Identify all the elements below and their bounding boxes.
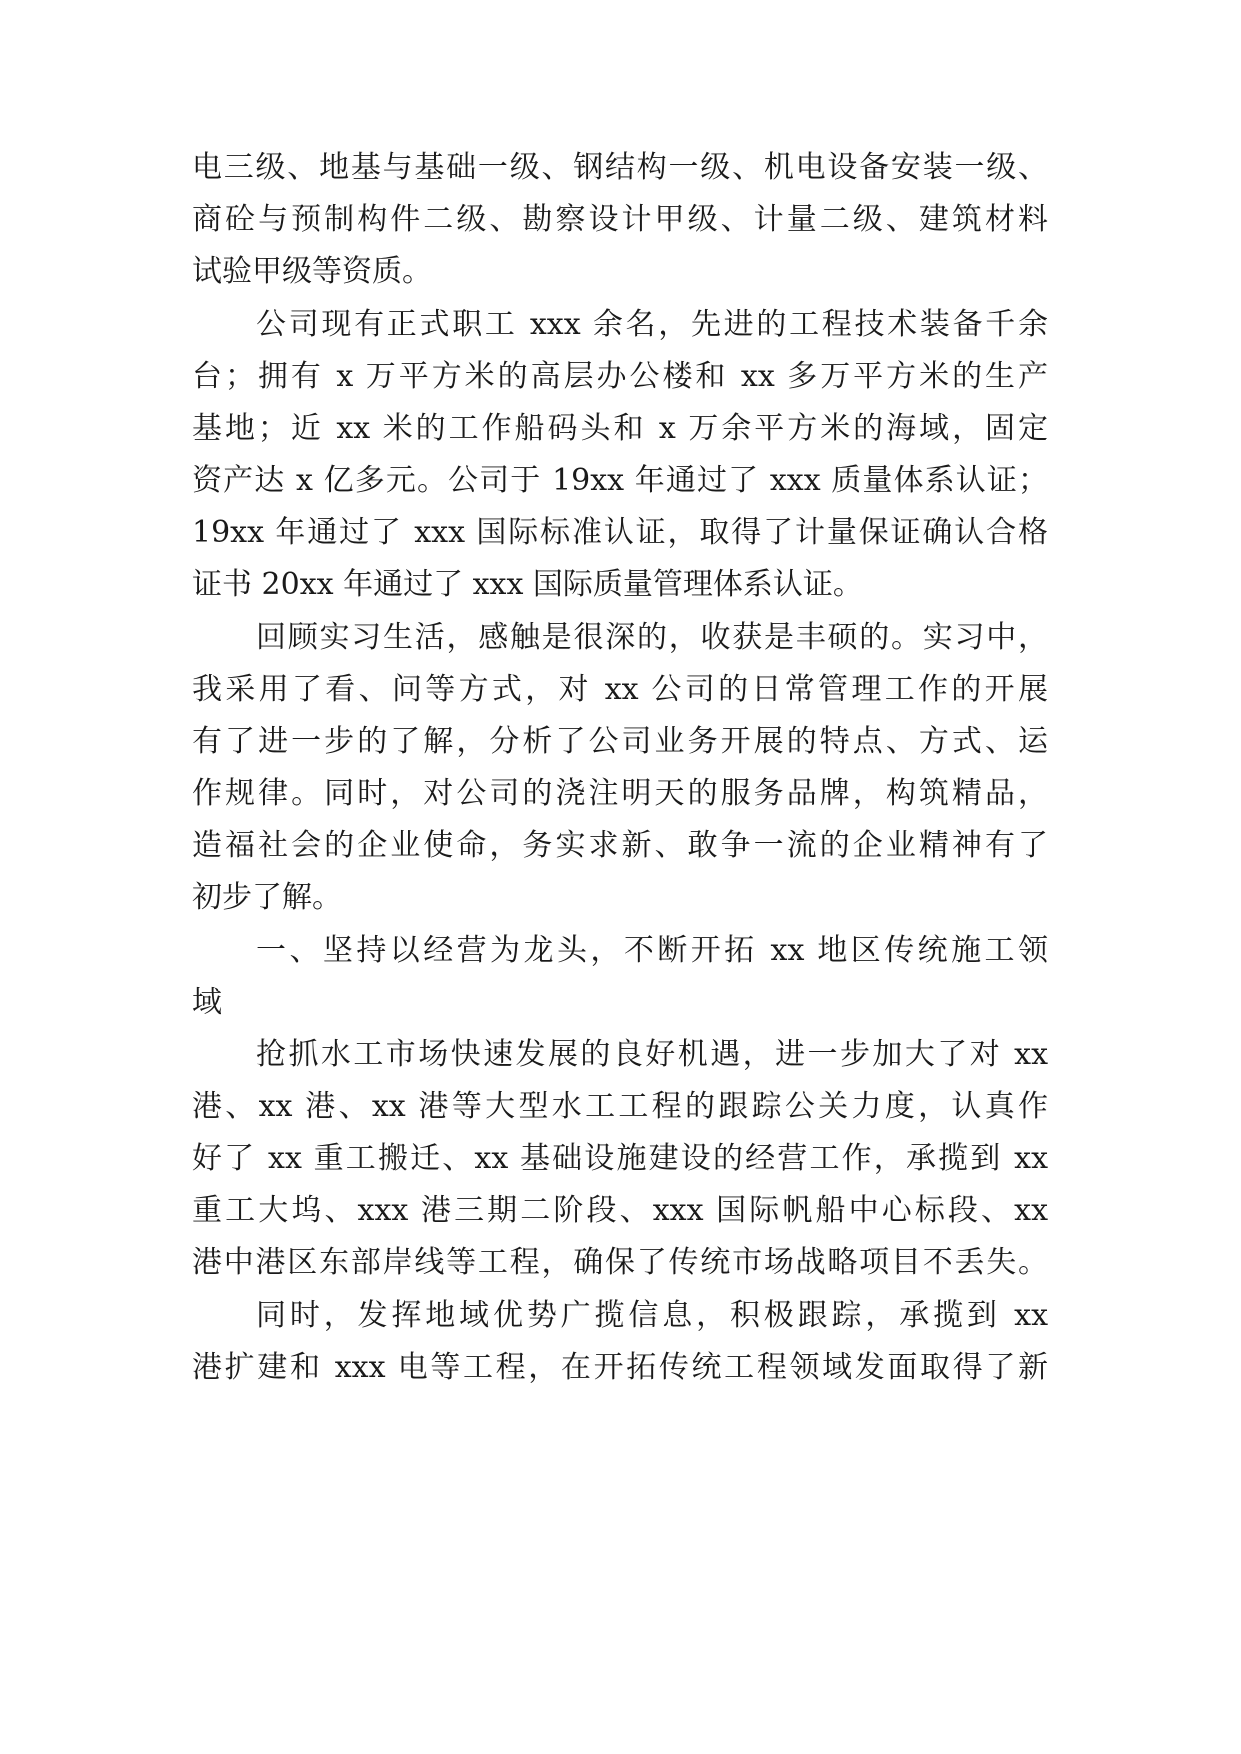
text-line: 初步了解。 [192,880,342,915]
text-line: 公司现有正式职工 xxx 余名，先进的工程技术装备千余 [256,307,1048,342]
text-line: 19xx 年通过了 xxx 国际标准认证，取得了计量保证确认合格 [192,515,1048,550]
text-line: 回顾实习生活，感触是很深的，收获是丰硕的。实习中， [256,620,1048,655]
text-line: 重工大坞、xxx 港三期二阶段、xxx 国际帆船中心标段、xx [192,1193,1048,1228]
text-line: 资产达 x 亿多元。公司于 19xx 年通过了 xxx 质量体系认证； [192,463,1048,498]
text-line: 台；拥有 x 万平方米的高层办公楼和 xx 多万平方米的生产 [192,359,1048,394]
text-line: 港中港区东部岸线等工程，确保了传统市场战略项目不丢失。 [192,1245,1048,1280]
text-line: 基地；近 xx 米的工作船码头和 x 万余平方米的海域，固定 [192,411,1048,446]
text-line: 港扩建和 xxx 电等工程，在开拓传统工程领域发面取得了新 [192,1350,1048,1385]
text-line: 抢抓水工市场快速发展的良好机遇，进一步加大了对 xx [256,1037,1048,1072]
section-heading: 一、坚持以经营为龙头，不断开拓 xx 地区传统施工领 [256,933,1048,968]
text-line: 电三级、地基与基础一级、钢结构一级、机电设备安装一级、 [192,150,1048,185]
text-line: 同时，发挥地域优势广揽信息，积极跟踪，承揽到 xx [256,1298,1048,1333]
text-line: 我采用了看、问等方式，对 xx 公司的日常管理工作的开展 [192,672,1048,707]
text-line: 作规律。同时，对公司的浇注明天的服务品牌，构筑精品， [192,776,1048,811]
text-line: 港、xx 港、xx 港等大型水工工程的跟踪公关力度，认真作 [192,1089,1048,1124]
text-line: 有了进一步的了解，分析了公司业务开展的特点、方式、运 [192,724,1048,759]
section-heading: 域 [192,985,222,1020]
text-line: 商砼与预制构件二级、勘察设计甲级、计量二级、建筑材料 [192,202,1048,237]
text-line: 试验甲级等资质。 [192,254,432,289]
text-line: 好了 xx 重工搬迁、xx 基础设施建设的经营工作，承揽到 xx [192,1141,1048,1176]
text-line: 造福社会的企业使命，务实求新、敢争一流的企业精神有了 [192,828,1048,863]
text-line: 证书 20xx 年通过了 xxx 国际质量管理体系认证。 [192,567,863,602]
